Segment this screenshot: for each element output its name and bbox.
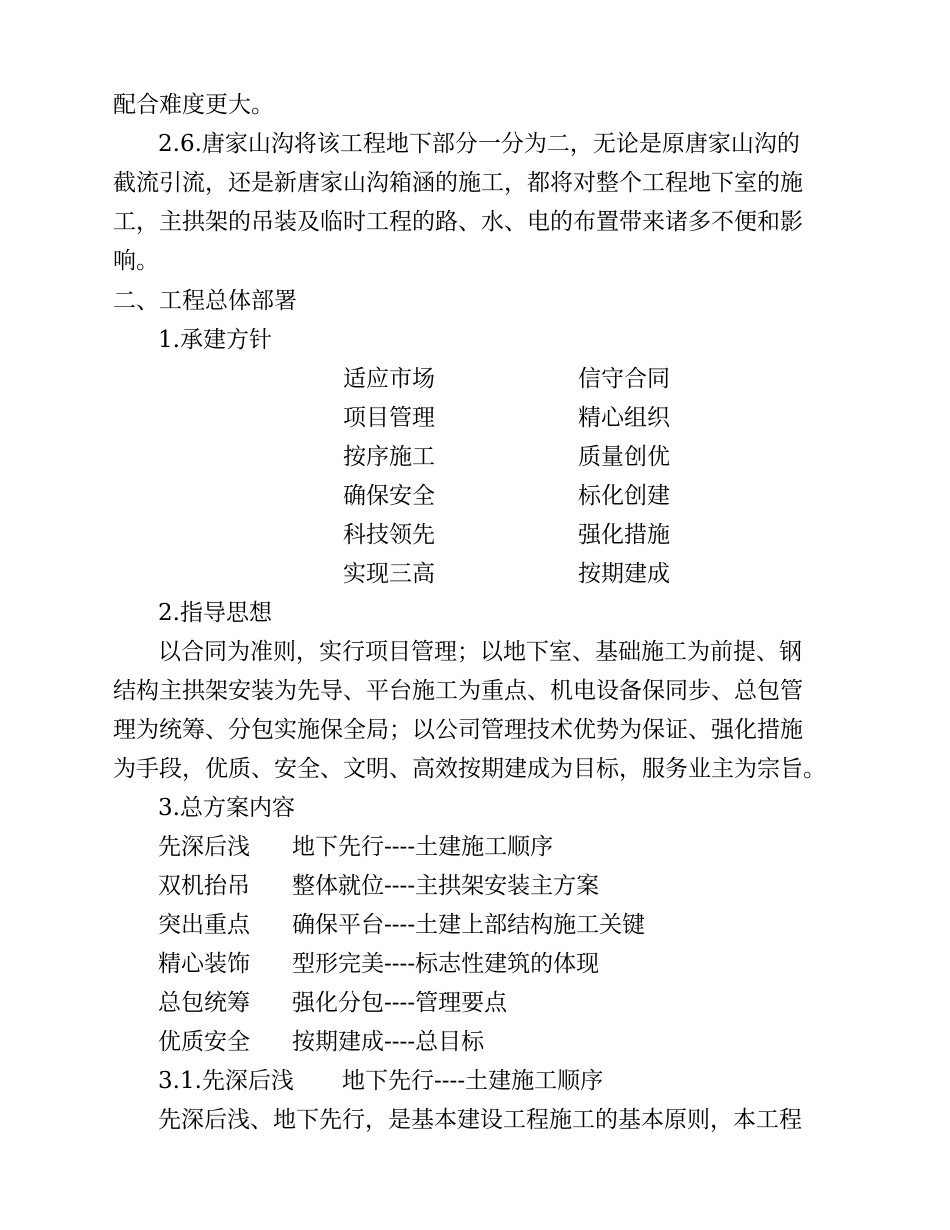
text-line: 配合难度更大。 [113,92,274,118]
policy-left: 科技领先 [343,522,435,548]
policy-left: 按序施工 [343,444,435,470]
plan-key: 总包统筹 [158,990,250,1016]
plan-desc: 确保平台----土建上部结构施工关键 [292,912,646,938]
policy-right: 质量创优 [578,444,670,470]
text-line: 工，主拱架的吊装及临时工程的路、水、电的布置带来诸多不便和影 [113,209,803,235]
text-line: 先深后浅、地下先行，是基本建设工程施工的基本原则，本工程 [158,1107,802,1133]
sub-heading-text: 1.承建方针 [158,327,272,353]
section-heading-text: 二、工程总体部署 [113,288,297,314]
plan-desc: 地下先行----土建施工顺序 [292,834,554,860]
text-line: 2.6.唐家山沟将该工程地下部分一分为二，无论是原唐家山沟的 [158,131,800,157]
sub-heading-text: 3.总方案内容 [158,795,295,821]
policy-right: 标化创建 [578,483,670,509]
plan-key: 突出重点 [158,912,250,938]
plan-key: 先深后浅 [158,834,250,860]
policy-right: 强化措施 [578,522,670,548]
text-line: 以合同为准则，实行项目管理；以地下室、基础施工为前提、钢 [158,639,802,665]
policy-left: 确保安全 [343,483,435,509]
text-line: 结构主拱架安装为先导、平台施工为重点、机电设备保同步、总包管 [113,678,803,704]
plan-desc: 整体就位----主拱架安装主方案 [292,873,600,899]
policy-right: 精心组织 [578,405,670,431]
plan-key: 优质安全 [158,1029,250,1055]
policy-left: 项目管理 [343,405,435,431]
policy-left: 适应市场 [343,366,435,392]
plan-key: 精心装饰 [158,951,250,977]
plan-desc: 按期建成----总目标 [292,1029,485,1055]
policy-right: 信守合同 [578,366,670,392]
text-line: 为手段，优质、安全、文明、高效按期建成为目标，服务业主为宗旨。 [113,756,826,782]
policy-right: 按期建成 [578,561,670,587]
plan-desc: 强化分包----管理要点 [292,990,508,1016]
plan-key: 双机抬吊 [158,873,250,899]
sub-heading-text: 地下先行----土建施工顺序 [342,1068,604,1094]
text-line: 响。 [113,248,159,274]
text-line: 理为统筹、分包实施保全局；以公司管理技术优势为保证、强化措施 [113,717,803,743]
plan-desc: 型形完美----标志性建筑的体现 [292,951,600,977]
sub-heading-text: 2.指导思想 [158,600,272,626]
text-line: 截流引流，还是新唐家山沟箱涵的施工，都将对整个工程地下室的施 [113,170,803,196]
sub-heading-text: 3.1.先深后浅 [158,1068,294,1094]
policy-left: 实现三高 [343,561,435,587]
